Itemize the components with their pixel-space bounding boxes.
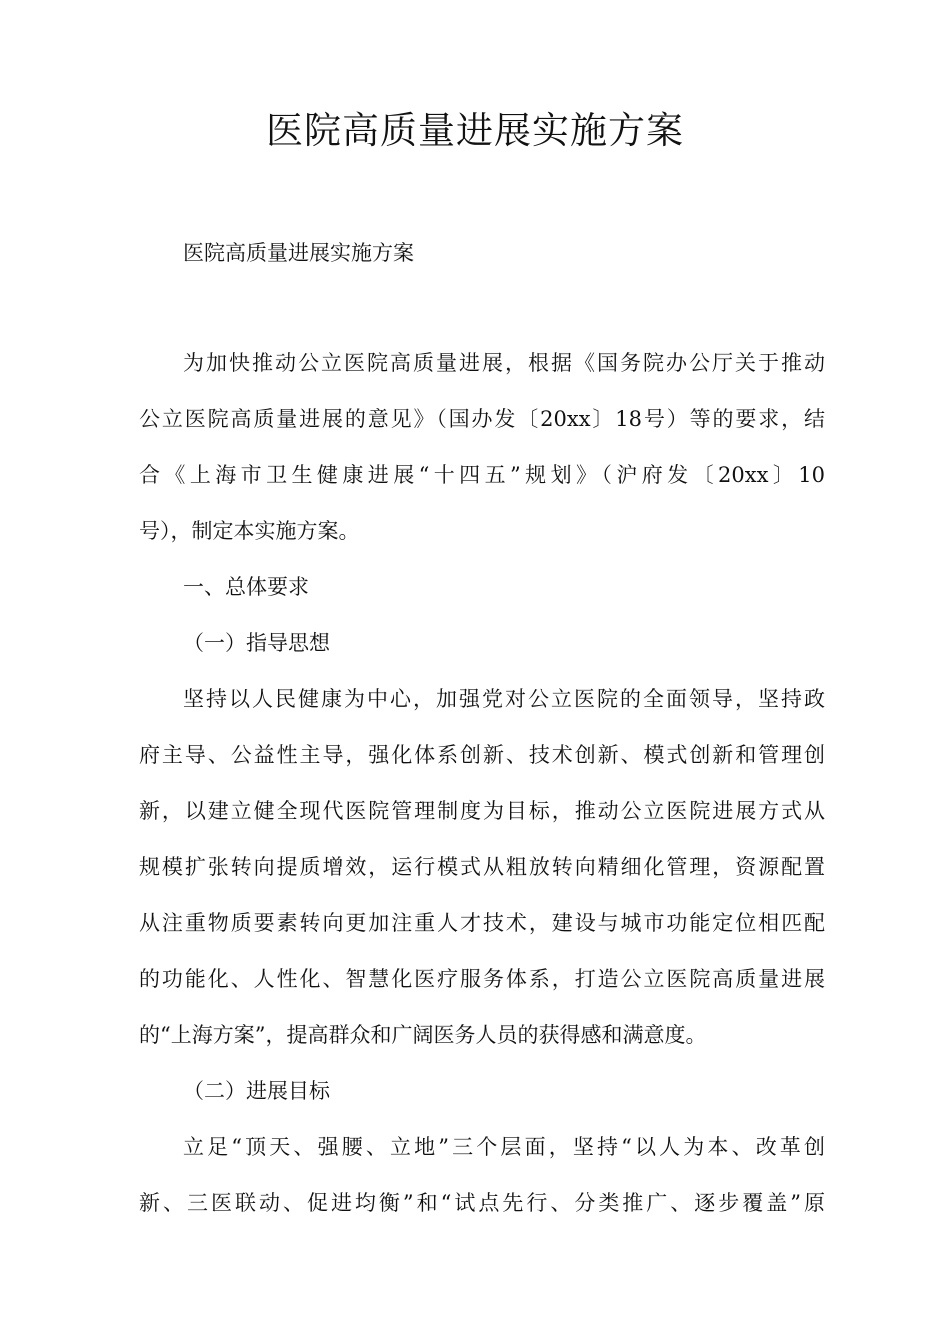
body-line: 坚持以人民健康为中心，加强党对公立医院的全面领导，坚持政 [183,687,825,711]
subsection-heading: （一）指导思想 [183,631,330,655]
body-line: 立足“顶天、强腰、立地”三个层面，坚持“以人为本、改革创 [183,1135,825,1159]
body-line: 的功能化、人性化、智慧化医疗服务体系，打造公立医院高质量进展 [139,967,825,991]
document-subtitle: 医院高质量进展实施方案 [183,241,414,265]
body-line: 府主导、公益性主导，强化体系创新、技术创新、模式创新和管理创 [139,743,825,767]
intro-line: 号），制定本实施方案。 [139,519,360,543]
body-line: 的“上海方案”，提高群众和广阔医务人员的获得感和满意度。 [139,1023,707,1047]
intro-line: 为加快推动公立医院高质量进展，根据《国务院办公厅关于推动 [183,351,825,375]
document-title: 医院高质量进展实施方案 [266,109,684,152]
body-line: 新，以建立健全现代医院管理制度为目标，推动公立医院进展方式从 [139,799,825,823]
body-line: 新、三医联动、促进均衡”和“试点先行、分类推广、逐步覆盖”原 [139,1191,825,1215]
intro-line: 公立医院高质量进展的意见》（国办发〔20xx〕18号）等的要求，结 [139,407,825,431]
intro-line: 合《上海市卫生健康进展“十四五”规划》（沪府发〔20xx〕10 [139,463,825,487]
body-line: 从注重物质要素转向更加注重人才技术，建设与城市功能定位相匹配 [139,911,825,935]
body-line: 规模扩张转向提质增效，运行模式从粗放转向精细化管理，资源配置 [139,855,825,879]
subsection-heading: （二）进展目标 [183,1079,330,1103]
section-heading: 一、总体要求 [183,575,309,599]
